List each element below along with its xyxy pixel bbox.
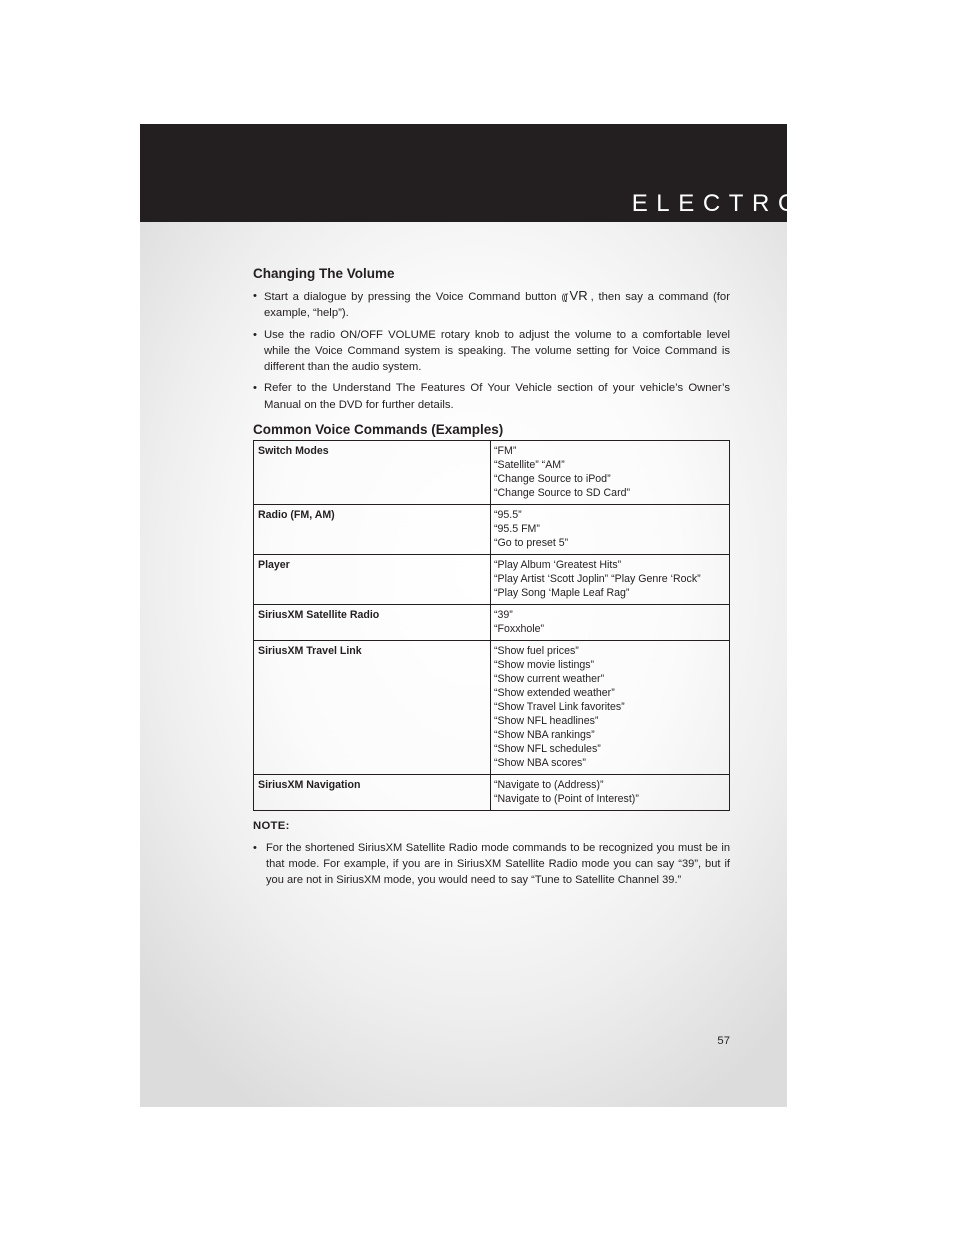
command-phrase: “Play Song ‘Maple Leaf Rag” (494, 587, 630, 600)
command-mode-cell: Player (254, 555, 491, 605)
command-phrases-cell (491, 555, 730, 605)
bullet-text: Refer to the Understand The Features Of Your Vehicle section of your vehicle’s Owner’s Manual on the DVD for further details. (264, 382, 730, 411)
command-phrase: “Show NBA scores” (494, 757, 586, 770)
command-phrase: “FM” (494, 445, 517, 458)
volume-bullet-item (253, 380, 730, 413)
page-number: 57 (717, 1035, 730, 1047)
command-phrase: “Show NBA rankings” (494, 729, 595, 742)
note-label: NOTE: (253, 820, 290, 833)
command-phrase: “Play Album ‘Greatest Hits” (494, 559, 622, 572)
command-phrase: “Satellite” “AM” (494, 459, 565, 472)
table-row (254, 641, 730, 775)
command-phrase: “Navigate to (Address)” (494, 779, 604, 792)
command-phrase: “Show extended weather” (494, 687, 615, 700)
voice-commands-table (253, 440, 730, 811)
table-row (254, 775, 730, 811)
page-content (253, 266, 730, 888)
command-phrase: “Show Travel Link favorites” (494, 701, 625, 714)
command-mode-cell: Switch Modes (254, 441, 491, 505)
command-phrases-cell (491, 641, 730, 775)
volume-bullet-item (253, 288, 730, 322)
command-phrase: “Show NFL headlines” (494, 715, 599, 728)
bullet-dot: • (253, 290, 257, 302)
volume-bullet-list (253, 288, 730, 413)
bullet-dot: • (253, 842, 257, 855)
command-phrase: “Show NFL schedules” (494, 743, 601, 756)
command-phrase: “Change Source to SD Card” (494, 487, 631, 500)
note-list (253, 840, 730, 888)
bullet-text-before-icon: Start a dialogue by pressing the Voice Command button (264, 291, 557, 303)
command-phrase: “95.5” (494, 509, 522, 522)
command-phrase: “Show current weather” (494, 673, 605, 686)
heading-changing-the-volume: Changing The Volume (253, 266, 395, 281)
bullet-text-after-icon: , then say a command (for example, “help”). (264, 291, 730, 320)
command-phrases-cell (491, 605, 730, 641)
command-phrase: “Show movie listings” (494, 659, 595, 672)
voice-command-vr-icon: ((ᶘ VR (561, 288, 588, 303)
command-phrase: “Play Artist ‘Scott Joplin” “Play Genre ‘Rock” (494, 573, 701, 586)
table-row (254, 441, 730, 505)
table-row (254, 505, 730, 555)
command-mode-cell: Radio (FM, AM) (254, 505, 491, 555)
command-phrase: “Change Source to iPod” (494, 473, 611, 486)
note-item (253, 840, 730, 888)
command-mode-cell: SiriusXM Navigation (254, 775, 491, 811)
command-phrase: “Navigate to (Point of Interest)” (494, 793, 639, 806)
bullet-dot: • (253, 328, 257, 341)
command-mode-cell: SiriusXM Travel Link (254, 641, 491, 775)
command-phrases-cell (491, 775, 730, 811)
command-phrase: “39” (494, 609, 513, 622)
bullet-text: Use the radio ON/OFF VOLUME rotary knob to adjust the volume to a comfortable level while the Voice Command system is speaking. The volume setting for Voice Command is different than the audio system. (264, 328, 730, 374)
volume-bullet-item (253, 327, 730, 376)
command-phrase: “Foxxhole” (494, 623, 545, 636)
command-phrases-cell (491, 505, 730, 555)
table-row (254, 605, 730, 641)
command-phrase: “95.5 FM” (494, 523, 540, 536)
bullet-dot: • (253, 382, 257, 395)
section-header-title: ELECTRONICS (631, 190, 897, 217)
command-mode-cell: SiriusXM Satellite Radio (254, 605, 491, 641)
heading-common-voice-commands: Common Voice Commands (Examples) (253, 422, 504, 438)
command-phrase: “Show fuel prices” (494, 645, 579, 658)
command-phrase: “Go to preset 5” (494, 537, 569, 550)
command-phrases-cell (491, 441, 730, 505)
note-text: For the shortened SiriusXM Satellite Radio mode commands to be recognized you must be in that mode. For example, if you are in SiriusXM Satellite Radio mode you can say “39”, but if you are not in SiriusXM mode, you would need to say “Tune to Satellite Channel 39.” (266, 842, 730, 887)
table-row (254, 555, 730, 605)
